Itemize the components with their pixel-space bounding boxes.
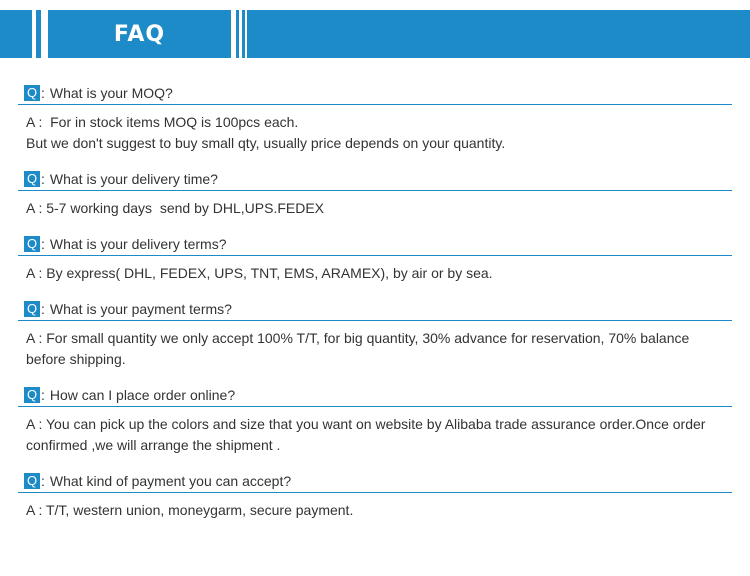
question-badge-icon: Q bbox=[24, 301, 40, 317]
question-colon: : bbox=[41, 301, 45, 317]
faq-item bbox=[18, 233, 732, 284]
question-text: What is your delivery time? bbox=[49, 171, 218, 187]
answer-text: A : For small quantity we only accept 100% T/T, for big quantity, 30% advance for reservation, 70% balance before shipping. bbox=[26, 330, 690, 367]
question-colon: : bbox=[41, 236, 45, 252]
answer-text: A : For in stock items MOQ is 100pcs each. But we don't suggest to buy small qty, usually price depends on your quantity. bbox=[26, 114, 506, 151]
banner-stripe bbox=[0, 10, 32, 58]
question-text: What is your payment terms? bbox=[49, 301, 232, 317]
faq-item bbox=[18, 82, 732, 152]
question-row bbox=[18, 233, 732, 256]
faq-item bbox=[18, 470, 732, 521]
faq-item bbox=[18, 298, 732, 370]
question-row bbox=[18, 168, 732, 191]
banner-stripe bbox=[247, 10, 750, 58]
faq-list bbox=[18, 82, 732, 521]
question-text: What kind of payment you can accept? bbox=[49, 473, 292, 489]
question-colon: : bbox=[41, 387, 45, 403]
question-badge-icon: Q bbox=[24, 236, 40, 252]
answer-text: A : By express( DHL, FEDEX, UPS, TNT, EMS, ARAMEX), by air or by sea. bbox=[26, 265, 493, 281]
answer-text: A : 5-7 working days send by DHL,UPS.FEDEX bbox=[26, 200, 325, 216]
page-title: FAQ bbox=[113, 22, 166, 47]
question-badge-icon: Q bbox=[24, 473, 40, 489]
question-badge-icon: Q bbox=[24, 171, 40, 187]
question-row bbox=[18, 384, 732, 407]
question-colon: : bbox=[41, 85, 45, 101]
question-text: What is your MOQ? bbox=[49, 85, 173, 101]
answer-text: A : You can pick up the colors and size that you want on website by Alibaba trade assurance order.Once order confirmed ,we will arrange the shipment . bbox=[26, 416, 706, 453]
question-row bbox=[18, 470, 732, 493]
question-text: How can I place order online? bbox=[49, 387, 236, 403]
banner-stripe bbox=[236, 10, 239, 58]
faq-item bbox=[18, 168, 732, 219]
question-badge-icon: Q bbox=[24, 85, 40, 101]
question-colon: : bbox=[41, 171, 45, 187]
banner-stripe bbox=[36, 10, 41, 58]
faq-banner bbox=[0, 10, 750, 58]
banner-stripe bbox=[242, 10, 245, 58]
question-row bbox=[18, 298, 732, 321]
question-row bbox=[18, 82, 732, 105]
question-badge-icon: Q bbox=[24, 387, 40, 403]
answer-text: A : T/T, western union, moneygarm, secure payment. bbox=[26, 502, 354, 518]
question-text: What is your delivery terms? bbox=[49, 236, 227, 252]
question-colon: : bbox=[41, 473, 45, 489]
faq-item bbox=[18, 384, 732, 456]
